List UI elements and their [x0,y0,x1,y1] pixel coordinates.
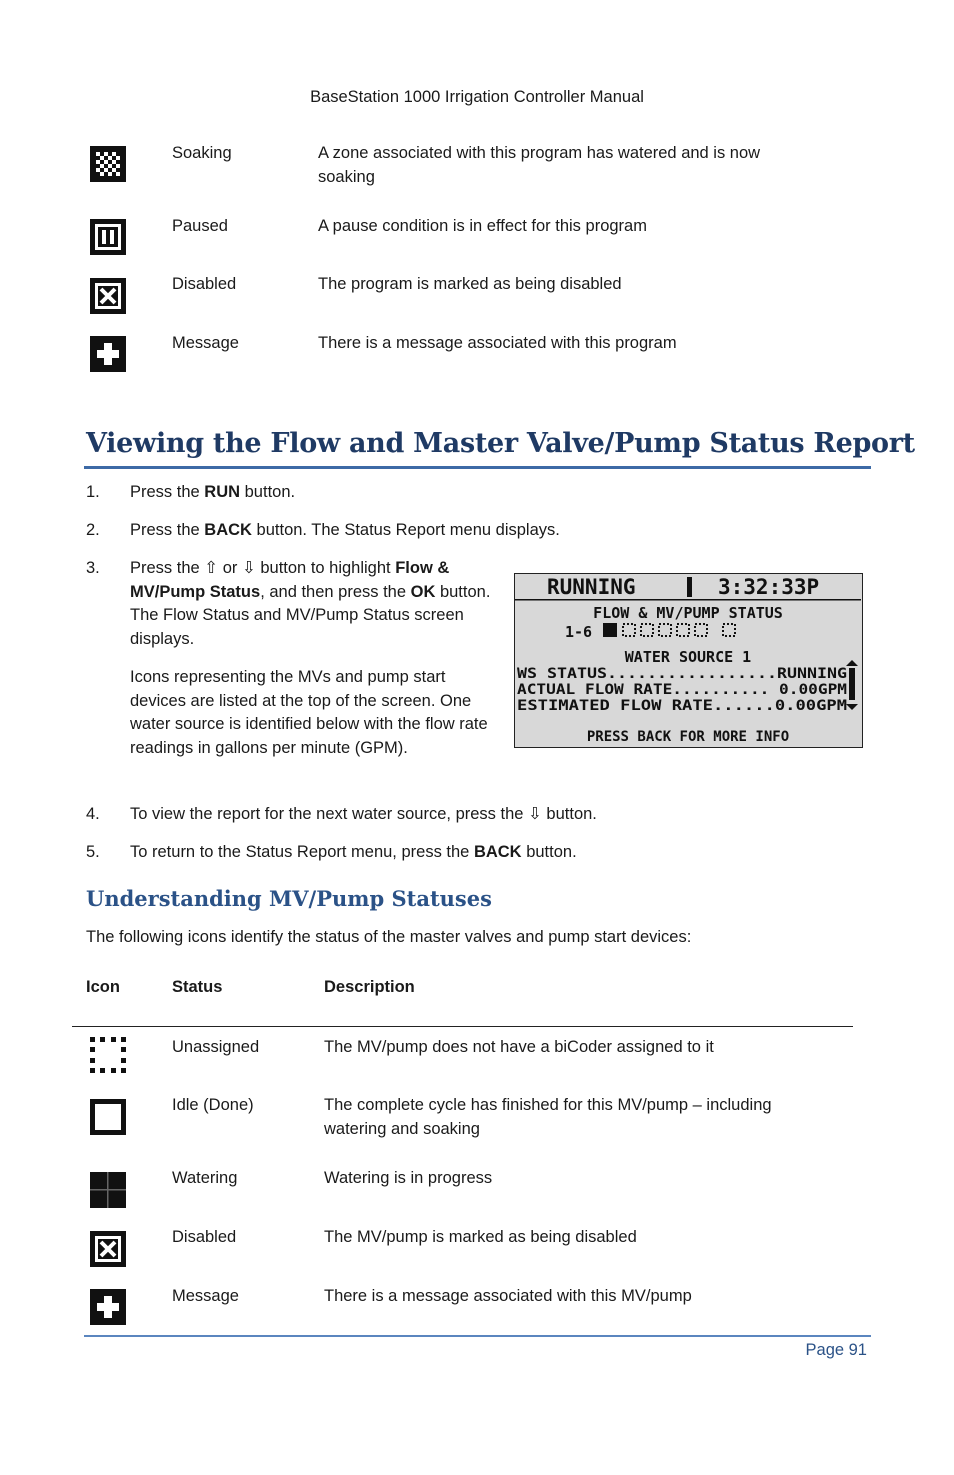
subsection-intro: The following icons identify the status of the master valves and pump start devices: [86,928,692,946]
table-row-status: Message [172,1287,239,1305]
lcd-footer: PRESS BACK FOR MORE INFO [586,729,790,745]
step-number: 1. [86,483,100,501]
lcd-unassigned-icon [723,624,735,636]
status-label: Paused [172,217,228,235]
page-number: Page 91 [805,1341,867,1359]
disabled-icon [90,278,126,314]
table-row-status: Disabled [172,1228,237,1246]
section-title: Viewing the Flow and Master Valve/Pump Status Report [86,428,915,459]
lcd-unassigned-icon [623,624,635,636]
paused-icon [90,219,126,255]
table-header-description: Description [324,978,415,996]
table-row-description: There is a message associated with this MV/pump [324,1287,692,1305]
status-description: A pause condition is in effect for this program [318,217,647,235]
lcd-ws-status: WS STATUS.................RUNNING [517,666,847,682]
lcd-title: FLOW & MV/PUMP STATUS [593,604,783,622]
lcd-unassigned-icon [677,624,689,636]
step-2-text: Press the BACK button. The Status Report menu displays. [130,521,560,539]
section-title-rule [84,466,871,469]
table-row-status: Idle (Done) [172,1096,254,1114]
disabled-icon [90,1231,126,1267]
lcd-unassigned-icon [659,624,671,636]
table-header-status: Status [172,978,223,996]
step-number: 4. [86,805,100,823]
table-row-description: The MV/pump is marked as being disabled [324,1228,637,1246]
unassigned-icon [90,1037,126,1073]
step-number: 3. [86,559,100,577]
watering-icon [90,1172,126,1208]
soaking-icon [90,146,126,182]
step-1-text: Press the RUN button. [130,483,296,501]
lcd-row-label: 1-6 [565,623,593,641]
table-header-icon: Icon [86,978,120,996]
lcd-unassigned-icon [695,624,707,636]
status-description: The program is marked as being disabled [318,275,622,293]
message-icon [90,1289,126,1325]
lcd-unassigned-icon [641,624,653,636]
table-header-rule [72,1026,853,1027]
table-row-description: Watering is in progress [324,1169,493,1187]
lcd-water-source: WATER SOURCE 1 [624,648,752,666]
message-icon [90,336,126,372]
step-3-text: Press the ⇧ or ⇩ button to highlight Flow & MV/Pump Status, and then press the OK button. The Flow Status and MV/Pump Status screen displays. [130,559,491,648]
lcd-actual-flow: ACTUAL FLOW RATE.......... 0.00GPM [517,682,847,698]
step-4-text: To view the report for the next water source, press the ⇩ button. [130,805,597,823]
step-number: 5. [86,843,100,861]
lcd-estimated-flow: ESTIMATED FLOW RATE......0.00GPM [517,698,847,714]
lcd-scrollbar [846,660,858,710]
table-row-status: Unassigned [172,1038,260,1056]
status-label: Soaking [172,144,232,162]
idle-done-icon [90,1099,126,1135]
step-number: 2. [86,521,100,539]
subsection-title: Understanding MV/Pump Statuses [86,886,492,911]
table-row-description: The MV/pump does not have a biCoder assigned to it [324,1038,714,1056]
status-label: Disabled [172,275,237,293]
table-row-status: Watering [172,1169,238,1187]
lcd-screen [514,573,863,748]
lcd-state: RUNNING [547,575,636,599]
lcd-mv-watering-icon [603,623,617,637]
lcd-separator [687,577,692,597]
status-description: There is a message associated with this program [318,334,677,352]
lcd-time: 3:32:33P [718,575,820,599]
status-label: Message [172,334,239,352]
footer-rule [84,1335,871,1337]
step-5-text: To return to the Status Report menu, press the BACK button. [130,843,577,861]
step-3-paragraph: Icons representing the MVs and pump start devices are listed at the top of the screen. One water source is identified below with the flow rate readings in gallons per minute (GPM). [130,668,488,757]
table-row-description: The complete cycle has finished for this MV/pump – including watering and soaking [324,1096,772,1138]
page-header: BaseStation 1000 Irrigation Controller Manual [310,88,644,106]
status-description: A zone associated with this program has watered and is now soaking [318,144,761,186]
